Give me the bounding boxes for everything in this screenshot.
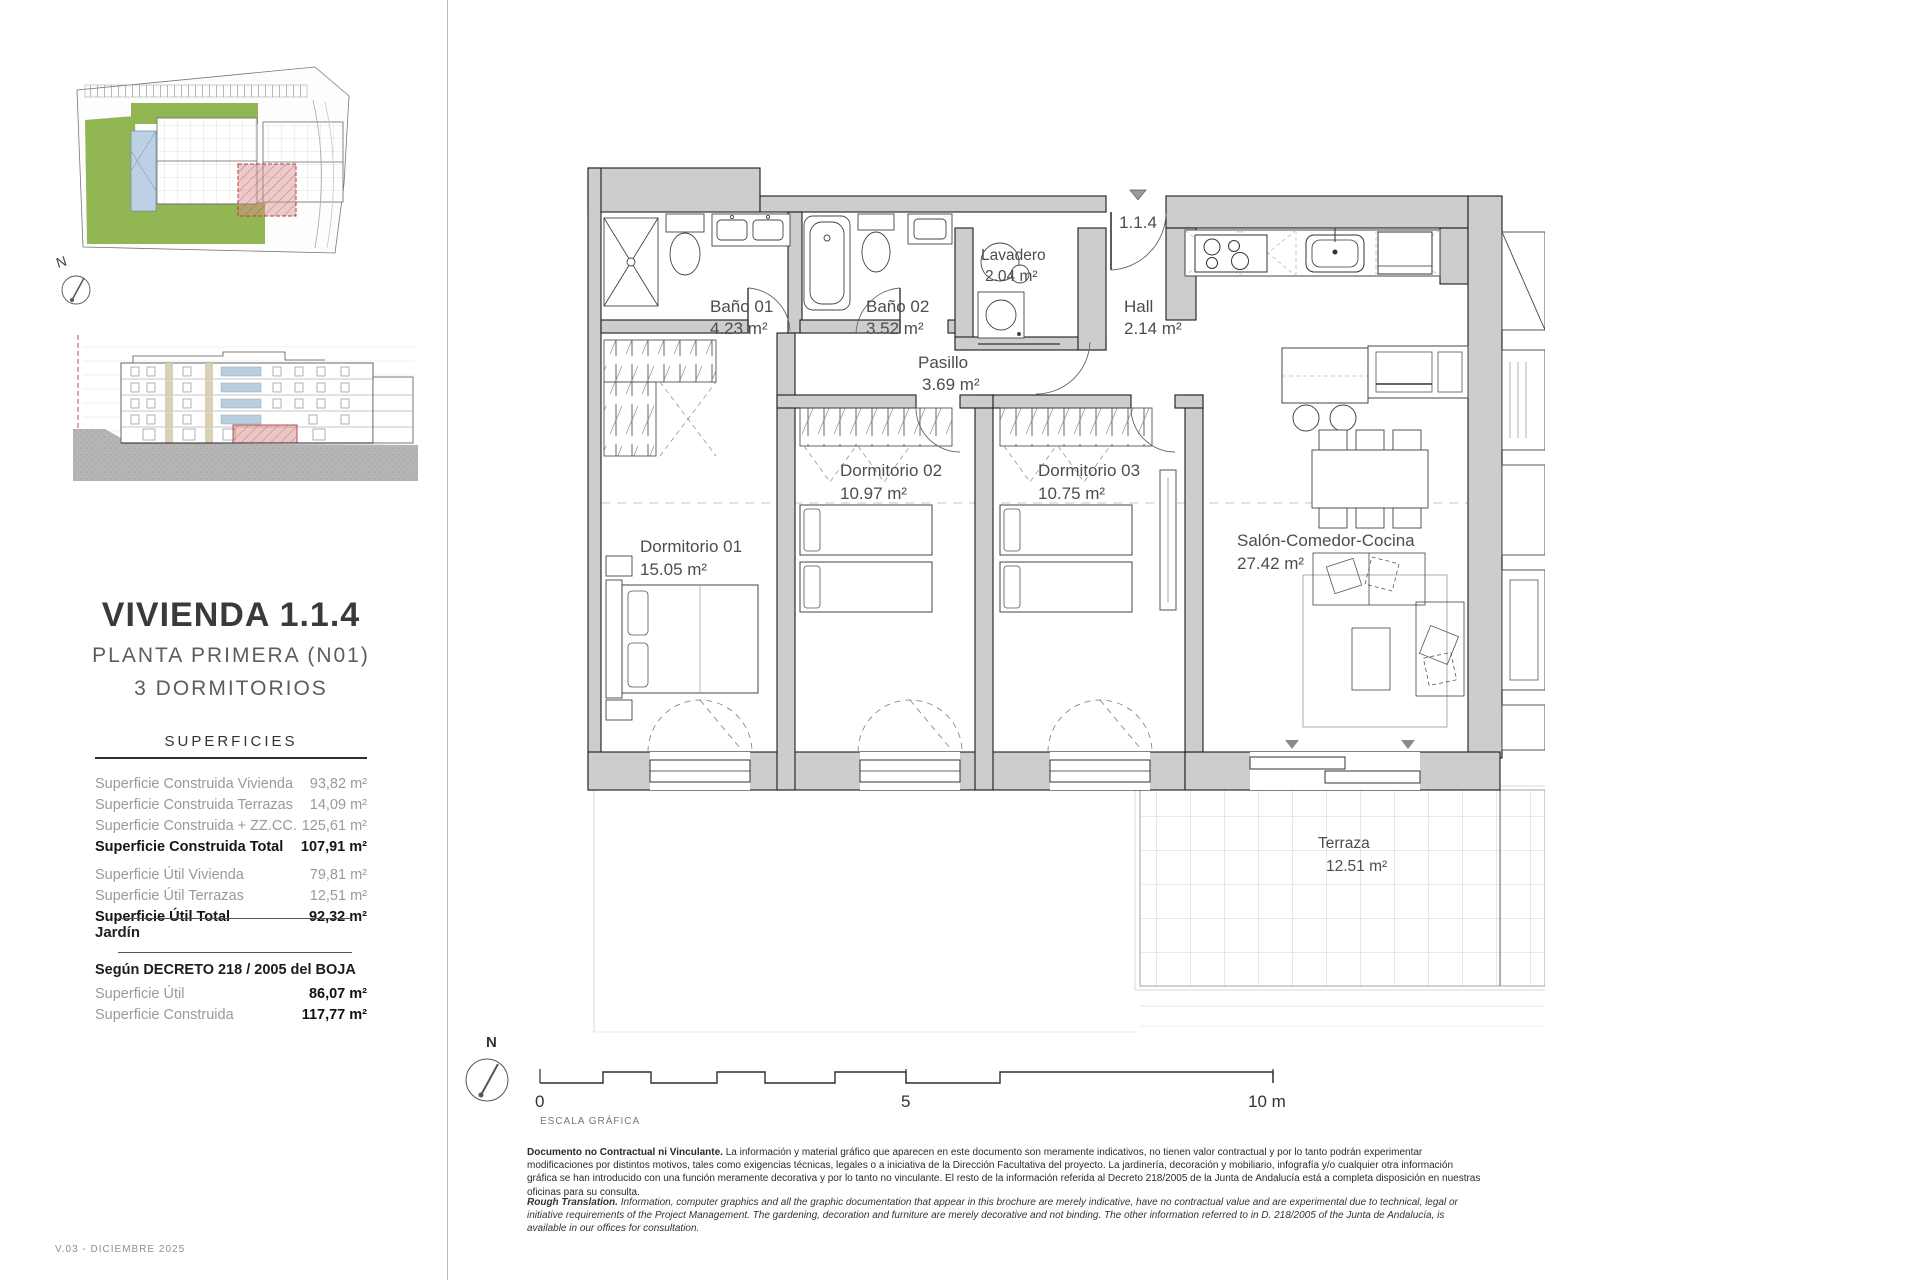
dining-set xyxy=(1312,430,1428,528)
room-area: 10.97 m² xyxy=(840,484,908,503)
room-area: 3.52 m² xyxy=(866,319,924,338)
unit-title: VIVIENDA 1.1.4 xyxy=(101,596,361,634)
disclaimer-es-lead: Documento no Contractual ni Vinculante. xyxy=(527,1147,723,1158)
north-compass-icon xyxy=(466,1059,508,1101)
superficies-table xyxy=(95,774,367,928)
superficies-rule xyxy=(95,757,367,759)
table-row: Superficie Útil Vivienda 79,81 m² xyxy=(95,867,367,883)
table-row: Superficie Útil Terrazas 12,51 m² xyxy=(95,888,367,904)
room-label: Dormitorio 03 xyxy=(1038,461,1141,480)
disclaimer-en-body: Information, computer graphics and all the graphic documentation that appear in this brochure are merely indicative, have no contractual value and are experimental due to technical, legal or initiative requirements of the Project Management. The gardening, decoration and furniture are merely decorative and not binding. The other information referred to in D. 218/2005 of the Junta de Andalucía, is available in our offices for consultation. xyxy=(527,1197,1458,1235)
entrance-marker-icon xyxy=(1130,190,1146,200)
room-label: Lavadero xyxy=(981,247,1046,264)
jardin-rule-top xyxy=(118,918,352,919)
floor-subtitle: PLANTA PRIMERA (N01) xyxy=(92,644,370,667)
version-label: V.03 - DICIEMBRE 2025 xyxy=(55,1244,186,1255)
vertical-divider xyxy=(447,0,448,1280)
scale-tick-5: 5 xyxy=(901,1092,911,1111)
bedroom2-furniture xyxy=(800,408,952,612)
room-area: 10.75 m² xyxy=(1038,484,1106,503)
room-area: 2.04 m² xyxy=(985,268,1038,285)
room-area: 4.23 m² xyxy=(710,319,768,338)
room-label: Terraza xyxy=(1318,835,1370,852)
disclaimer-en xyxy=(527,1196,1485,1236)
room-label: Salón-Comedor-Cocina xyxy=(1237,531,1415,550)
elevation-drawing xyxy=(73,333,421,483)
room-area: 2.14 m² xyxy=(1124,319,1182,338)
roofline xyxy=(133,352,325,363)
scale-tick-10: 10 m xyxy=(1248,1092,1286,1111)
kitchen xyxy=(1185,228,1468,431)
north-letter: N xyxy=(486,1034,497,1051)
table-row: Superficie Útil 86,07 m² xyxy=(95,986,367,1002)
hob xyxy=(1195,235,1267,272)
table-row: Superficie Construida + ZZ.CC. 125,61 m² xyxy=(95,818,367,834)
table-row-total: Superficie Útil Total 92,32 m² xyxy=(95,909,367,925)
jardin-rule-bottom xyxy=(118,952,352,953)
elevation-annex xyxy=(373,377,413,443)
north-letter: N xyxy=(53,252,69,271)
kitchen-appliance xyxy=(1378,232,1432,274)
north-compass-site xyxy=(48,252,108,314)
room-area: 15.05 m² xyxy=(640,560,708,579)
shutter-arcs xyxy=(648,700,1152,752)
bathroom1-fixtures xyxy=(604,214,790,306)
superficies-header: SUPERFICIES xyxy=(164,733,298,750)
scale-bar-group xyxy=(455,1025,1305,1125)
garden-west xyxy=(85,116,137,244)
room-label: Hall xyxy=(1124,297,1154,316)
room-label: Pasillo xyxy=(918,353,969,372)
disclaimer-en-lead: Rough Translation. xyxy=(527,1197,618,1208)
facade-pier xyxy=(205,363,213,443)
kitchen-island xyxy=(1282,348,1368,403)
table-row-total: Superficie Construida Total 107,91 m² xyxy=(95,839,367,855)
disclaimer-es xyxy=(527,1146,1485,1199)
title-block xyxy=(50,596,412,701)
jardin-table xyxy=(95,984,367,1026)
site-plan-drawing xyxy=(73,60,359,260)
unit-marker-label: 1.1.4 xyxy=(1119,213,1157,232)
scale-caption: ESCALA GRÁFICA xyxy=(540,1116,641,1125)
facade-pier xyxy=(165,363,173,443)
room-label: Dormitorio 02 xyxy=(840,461,943,480)
scale-tick-0: 0 xyxy=(535,1092,545,1111)
room-area: 12.51 m² xyxy=(1326,858,1388,875)
room-label: Baño 01 xyxy=(710,297,774,316)
room-label: Baño 02 xyxy=(866,297,930,316)
bedrooms-subtitle: 3 DORMITORIOS xyxy=(134,677,328,700)
compass-circle xyxy=(62,276,90,304)
floor-plan-drawing xyxy=(470,130,1545,1045)
adjacent-unit xyxy=(1502,232,1545,750)
bedroom3-furniture xyxy=(1000,408,1176,612)
room-label: Dormitorio 01 xyxy=(640,537,743,556)
decree-label: Según DECRETO 218 / 2005 del BOJA xyxy=(95,962,356,978)
room-area: 27.42 m² xyxy=(1237,554,1305,573)
disclaimer-es-body: La información y material gráfico que aparecen en este documento son meramente indicativos, no tienen valor contractual y por lo tanto podrán experimentar modificaciones por distintos motivos, tales como exigencias técnicas, legales o a iniciativa de la Dirección Facultativa del proyecto. La jardinería, decoración y mobiliario, infografía y/o cualquier otra información gráfica se han introducido con una función meramente decorativa y por lo tanto no vinculante. El resto de la información referida al Decreto 218/2005 de la Junta de Andalucía está a completa disposición en nuestras oficinas para su consulta. xyxy=(527,1147,1481,1198)
living-set xyxy=(1303,553,1464,727)
jardin-label: Jardín xyxy=(95,924,141,941)
bedroom1-furniture xyxy=(604,340,758,720)
table-row: Superficie Construida 117,77 m² xyxy=(95,1007,367,1023)
table-row: Superficie Construida Terrazas 14,09 m² xyxy=(95,797,367,813)
room-area: 3.69 m² xyxy=(922,375,980,394)
terrace xyxy=(1135,786,1545,1026)
site-tree-strip xyxy=(85,85,307,97)
table-row: Superficie Construida Vivienda 93,82 m² xyxy=(95,776,367,792)
